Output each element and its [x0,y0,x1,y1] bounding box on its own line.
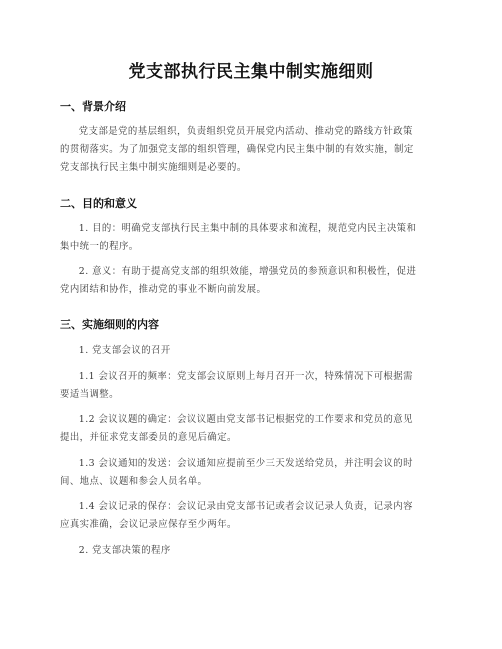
paragraph-line: 的贯彻落实。为了加强党支部的组织管理，确保党内民主集中制的有效实施，制定 [60,144,414,155]
paragraph-line: 2. 意义：有助于提高党支部的组织效能，增强党员的参预意识和积极性，促进 [78,266,417,277]
paragraph-background [60,123,444,177]
paragraph-line: 应真实准确，会议记录应保存至少两年。 [60,519,237,530]
paragraph-meeting-records [60,498,444,534]
paragraph-meeting-notice [60,455,444,491]
paragraph-meeting-frequency [60,368,444,404]
paragraph-line: 党支部执行民主集中制实施细则是必要的。 [60,162,247,173]
paragraph-line: 提出，并征求党支部委员的意见后确定。 [60,432,237,443]
section-heading-background: 一、背景介绍 [60,100,126,113]
paragraph-line: 1.2 会议议题的确定：会议议题由党支部书记根据党的工作要求和党员的意见 [78,414,413,425]
section-heading-purpose: 二、目的和意义 [60,197,137,210]
paragraph-line: 党内团结和协作，推动党的事业不断向前发展。 [60,284,267,295]
document-title: 党支部执行民主集中制实施细则 [128,62,374,82]
paragraph-line: 1. 目的：明确党支部执行民主集中制的具体要求和流程，规范党内民主决策和 [78,223,417,234]
paragraph-line: 党支部是党的基层组织，负责组织党员开展党内活动、推动党的路线方针政策 [78,126,413,137]
paragraph-line: 2. 党支部决策的程序 [78,545,171,556]
paragraph-line: 1.1 会议召开的频率：党支部会议原则上每月召开一次，特殊情况下可根据需 [78,371,413,382]
paragraph-line: 要适当调整。 [60,389,119,400]
paragraph-significance [60,263,444,299]
paragraph-purpose [60,220,444,256]
paragraph-meeting-convening [60,342,444,360]
paragraph-line: 集中统一的程序。 [60,241,139,252]
paragraph-line: 间、地点、议题和参会人员名单。 [60,476,208,487]
paragraph-line: 1. 党支部会议的召开 [78,345,171,356]
paragraph-decision-procedure [60,542,444,560]
section-heading-content: 三、实施细则的内容 [60,318,159,331]
paragraph-meeting-agenda [60,411,444,447]
paragraph-line: 1.3 会议通知的发送：会议通知应提前至少三天发送给党员，并注明会议的时 [78,458,413,469]
paragraph-line: 1.4 会议记录的保存：会议记录由党支部书记或者会议记录人负责，记录内容 [78,501,413,512]
